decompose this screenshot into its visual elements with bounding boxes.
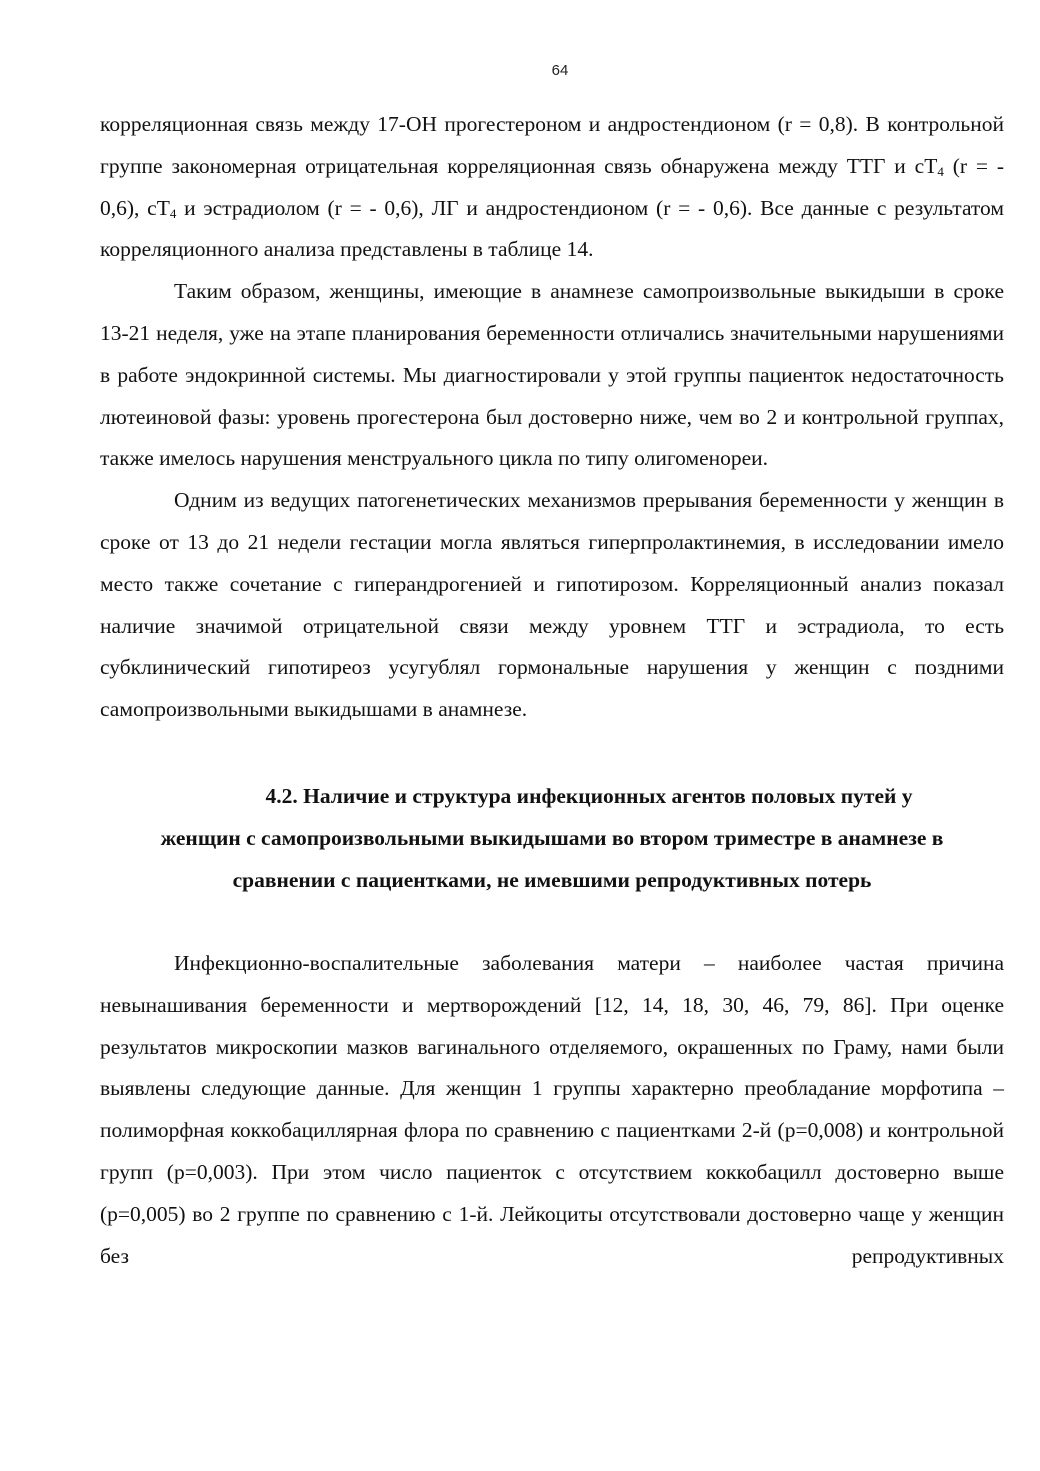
paragraph-mechanisms: Одним из ведущих патогенетических механизмов прерывания беременности у женщин в сроке от 13 до 21 недели гестации могла являться гиперпролактинемия, в исследовании имело место также сочетание с гиперандрогенией и гипотирозом. Корреляционный анализ показал наличие значимой отрицательной связи между уровнем ТТГ и эстрадиола, то есть субклинический гипотиреоз усугублял гормональные нарушения у женщин с поздними самопроизвольными выкидышами в анамнезе. <box>100 488 1004 722</box>
subscript: 4 <box>169 205 177 221</box>
section-heading <box>100 775 1004 901</box>
paragraph-correlation <box>100 104 1004 271</box>
paragraph-correlation-part3: и эстрадиолом (r = - 0,6), ЛГ и андростендионом (r = - 0,6). Все данные с результатом корреляционного анализа представлены в таблице 14. <box>100 195 1004 262</box>
section-heading-line: женщин с самопроизвольными выкидышами во втором триместре в анамнезе в <box>160 825 944 850</box>
page-number: 64 <box>551 62 569 79</box>
subscript: 4 <box>937 163 944 179</box>
paragraph-correlation-part2: (r = - 0,6), сТ <box>100 153 1005 220</box>
document-body <box>100 104 1004 1277</box>
section-heading-line: 4.2. Наличие и структура инфекционных агентов половых путей у <box>265 783 913 808</box>
section-heading-line: сравнении с пациентками, не имевшими репродуктивных потерь <box>232 867 872 892</box>
paragraph-correlation-part1: корреляционная связь между 17-ОН прогестероном и андростендионом (r = 0,8). В контрольной группе закономерная отрицательная корреляционная связь обнаружена между ТТГ и сТ <box>100 112 1004 178</box>
paragraph-conclusion: Таким образом, женщины, имеющие в анамнезе самопроизвольные выкидыши в сроке 13-21 неделя, уже на этапе планирования беременности отличались значительными нарушениями в работе эндокринной системы. Мы диагностировали у этой группы пациенток недостаточность лютеиновой фазы: уровень прогестерона был достоверно ниже, чем во 2 и контрольной группах, также имелось нарушения менструального цикла по типу олигоменореи. <box>100 279 1004 471</box>
paragraph-infections: Инфекционно-воспалительные заболевания матери – наиболее частая причина невынашивания беременности и мертворождений [12, 14, 18, 30, 46, 79, 86]. При оценке результатов микроскопии мазков вагинального отделяемого, окрашенных по Граму, нами были выявлены следующие данные. Для женщин 1 группы характерно преобладание морфотипа – полиморфная коккобациллярная флора по сравнению с пациентками 2-й (p=0,008) и контрольной групп (p=0,003). При этом число пациенток с отсутствием коккобацилл достоверно выше (p=0,005) во 2 группе по сравнению с 1-й. Лейкоциты отсутствовали достоверно чаще у женщин без репродуктивных <box>100 950 1004 1268</box>
